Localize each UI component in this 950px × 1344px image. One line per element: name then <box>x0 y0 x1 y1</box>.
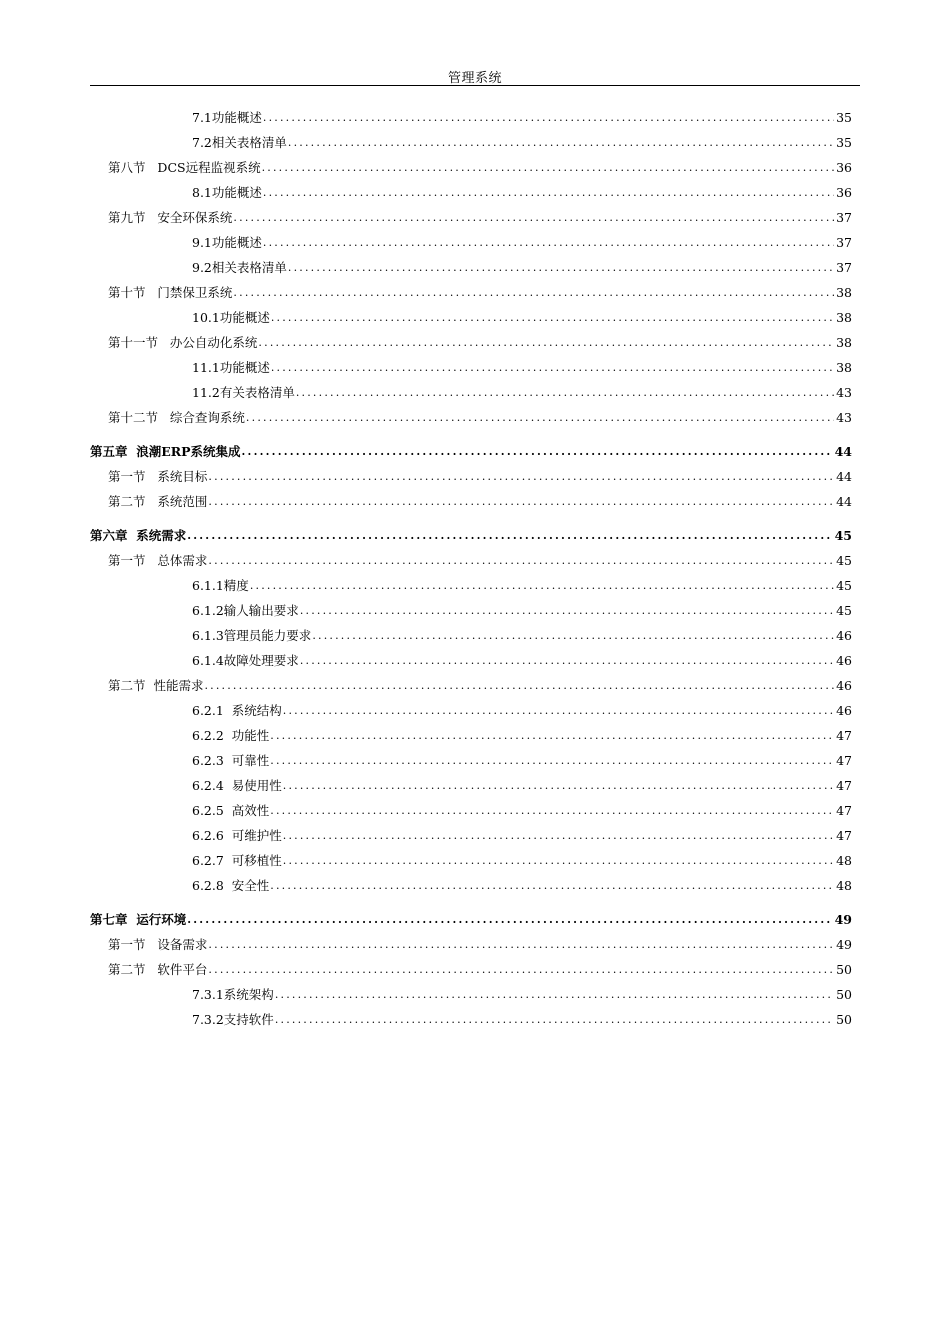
toc-dot-leader <box>283 853 834 869</box>
toc-section-entry[interactable] <box>0 928 950 953</box>
toc-dot-leader <box>270 878 834 894</box>
toc-chapter-entry[interactable] <box>0 894 950 928</box>
toc-entry-label: 9.2相关表格清单 <box>192 260 287 275</box>
toc-page-number: 37 <box>836 235 852 250</box>
toc-dot-leader <box>208 494 834 510</box>
toc-dot-leader <box>208 962 834 978</box>
toc-dot-leader <box>262 160 834 176</box>
toc-subsection-entry[interactable] <box>0 251 950 276</box>
toc-subsection-entry[interactable] <box>0 569 950 594</box>
toc-page-number: 50 <box>836 987 852 1002</box>
toc-dot-leader <box>187 528 832 544</box>
toc-entry-label: 6.2.5 高效性 <box>192 803 270 818</box>
toc-entry-label: 第十二节 综合查询系统 <box>108 410 245 425</box>
toc-subsection-entry[interactable] <box>0 176 950 201</box>
toc-page-number: 48 <box>836 878 852 893</box>
toc-dot-leader <box>275 987 834 1003</box>
toc-chapter-entry[interactable] <box>0 510 950 544</box>
toc-page-number: 35 <box>836 110 852 125</box>
toc-entry-label: 第十一节 办公自动化系统 <box>108 335 258 350</box>
toc-page-number: 38 <box>836 335 852 350</box>
toc-page-number: 44 <box>834 444 852 459</box>
toc-page-number: 49 <box>834 912 852 927</box>
toc-dot-leader <box>270 753 834 769</box>
toc-subsection-entry[interactable] <box>0 301 950 326</box>
toc-entry-label: 第二节 系统范围 <box>108 494 208 509</box>
toc-dot-leader <box>263 110 834 126</box>
toc-page-number: 46 <box>836 628 852 643</box>
toc-page-number: 47 <box>836 828 852 843</box>
toc-page-number: 44 <box>836 494 852 509</box>
header-divider <box>90 85 860 86</box>
toc-page-number: 50 <box>836 1012 852 1027</box>
toc-page-number: 45 <box>836 553 852 568</box>
table-of-contents <box>0 101 950 1028</box>
toc-section-entry[interactable] <box>0 485 950 510</box>
toc-page-number: 38 <box>836 360 852 375</box>
toc-entry-label: 10.1功能概述 <box>192 310 270 325</box>
toc-entry-label: 6.2.3 可靠性 <box>192 753 270 768</box>
toc-entry-label: 第一节 设备需求 <box>108 937 208 952</box>
toc-section-entry[interactable] <box>0 669 950 694</box>
toc-dot-leader <box>271 310 834 326</box>
toc-section-entry[interactable] <box>0 460 950 485</box>
toc-entry-label: 6.2.1 系统结构 <box>192 703 282 718</box>
toc-entry-label: 11.1功能概述 <box>192 360 270 375</box>
toc-entry-label: 第二节 性能需求 <box>108 678 204 693</box>
toc-page-number: 46 <box>836 653 852 668</box>
toc-section-entry[interactable] <box>0 276 950 301</box>
toc-page-number: 37 <box>836 260 852 275</box>
toc-subsection-entry[interactable] <box>0 619 950 644</box>
toc-dot-leader <box>288 135 834 151</box>
toc-dot-leader <box>208 937 834 953</box>
toc-dot-leader <box>275 1012 834 1028</box>
toc-dot-leader <box>296 385 834 401</box>
toc-dot-leader <box>233 285 834 301</box>
toc-section-entry[interactable] <box>0 953 950 978</box>
toc-subsection-entry[interactable] <box>0 126 950 151</box>
toc-subsection-entry[interactable] <box>0 351 950 376</box>
toc-page-number: 38 <box>836 310 852 325</box>
toc-subsection-entry[interactable] <box>0 819 950 844</box>
toc-page-number: 45 <box>834 528 852 543</box>
toc-entry-label: 第七章 运行环境 <box>90 912 187 927</box>
toc-dot-leader <box>283 703 834 719</box>
toc-subsection-entry[interactable] <box>0 769 950 794</box>
toc-page-number: 47 <box>836 803 852 818</box>
toc-entry-label: 6.2.4 易使用性 <box>192 778 282 793</box>
toc-dot-leader <box>204 678 834 694</box>
toc-entry-label: 第二节 软件平台 <box>108 962 208 977</box>
toc-subsection-entry[interactable] <box>0 376 950 401</box>
toc-subsection-entry[interactable] <box>0 794 950 819</box>
toc-page-number: 38 <box>836 285 852 300</box>
toc-entry-label: 6.2.8 安全性 <box>192 878 270 893</box>
toc-page-number: 45 <box>836 603 852 618</box>
toc-page-number: 49 <box>836 937 852 952</box>
toc-section-entry[interactable] <box>0 201 950 226</box>
toc-page-number: 44 <box>836 469 852 484</box>
toc-subsection-entry[interactable] <box>0 719 950 744</box>
toc-entry-label: 第一节 系统目标 <box>108 469 208 484</box>
toc-entry-label: 6.1.1精度 <box>192 578 249 593</box>
toc-dot-leader <box>283 828 834 844</box>
toc-entry-label: 7.1功能概述 <box>192 110 262 125</box>
toc-dot-leader <box>263 185 834 201</box>
toc-page-number: 35 <box>836 135 852 150</box>
toc-entry-label: 8.1功能概述 <box>192 185 262 200</box>
toc-entry-label: 6.1.2输人输出要求 <box>192 603 299 618</box>
toc-subsection-entry[interactable] <box>0 226 950 251</box>
toc-dot-leader <box>288 260 834 276</box>
toc-dot-leader <box>242 444 833 460</box>
toc-dot-leader <box>258 335 834 351</box>
page-header-title: 管理系统 <box>447 71 502 86</box>
toc-subsection-entry[interactable] <box>0 594 950 619</box>
toc-entry-label: 6.2.7 可移植性 <box>192 853 282 868</box>
toc-entry-label: 7.2相关表格清单 <box>192 135 287 150</box>
toc-dot-leader <box>263 235 834 251</box>
toc-entry-label: 第六章 系统需求 <box>90 528 187 543</box>
toc-page-number: 48 <box>836 853 852 868</box>
toc-subsection-entry[interactable] <box>0 694 950 719</box>
toc-subsection-entry[interactable] <box>0 869 950 894</box>
toc-entry-label: 7.3.2支持软件 <box>192 1012 274 1027</box>
toc-entry-label: 6.1.3管理员能力要求 <box>192 628 312 643</box>
toc-page-number: 36 <box>836 185 852 200</box>
toc-entry-label: 6.2.2 功能性 <box>192 728 270 743</box>
toc-page-number: 47 <box>836 778 852 793</box>
toc-subsection-entry[interactable] <box>0 744 950 769</box>
toc-dot-leader <box>283 778 834 794</box>
toc-subsection-entry[interactable] <box>0 844 950 869</box>
toc-subsection-entry[interactable] <box>0 644 950 669</box>
toc-page-number: 43 <box>836 410 852 425</box>
toc-page-number: 37 <box>836 210 852 225</box>
toc-entry-label: 11.2有关表格清单 <box>192 385 295 400</box>
toc-section-entry[interactable] <box>0 326 950 351</box>
toc-page-number: 46 <box>836 703 852 718</box>
toc-subsection-entry[interactable] <box>0 101 950 126</box>
toc-dot-leader <box>250 578 834 594</box>
toc-entry-label: 第八节 DCS远程监视系统 <box>108 160 261 175</box>
toc-page-number: 50 <box>836 962 852 977</box>
toc-page-number: 45 <box>836 578 852 593</box>
toc-entry-label: 第五章 浪潮ERP系统集成 <box>90 444 241 459</box>
toc-dot-leader <box>300 603 834 619</box>
toc-dot-leader <box>208 469 834 485</box>
toc-page-number: 43 <box>836 385 852 400</box>
toc-dot-leader <box>208 553 834 569</box>
toc-dot-leader <box>187 912 832 928</box>
toc-subsection-entry[interactable] <box>0 978 950 1003</box>
toc-dot-leader <box>312 628 834 644</box>
toc-dot-leader <box>246 410 834 426</box>
toc-section-entry[interactable] <box>0 151 950 176</box>
toc-subsection-entry[interactable] <box>0 1003 950 1028</box>
toc-entry-label: 第十节 门禁保卫系统 <box>108 285 233 300</box>
toc-page-number: 36 <box>836 160 852 175</box>
toc-dot-leader <box>300 653 834 669</box>
toc-entry-label: 6.2.6 可维护性 <box>192 828 282 843</box>
toc-section-entry[interactable] <box>0 401 950 426</box>
toc-section-entry[interactable] <box>0 544 950 569</box>
toc-dot-leader <box>271 360 834 376</box>
toc-entry-label: 7.3.1系统架构 <box>192 987 274 1002</box>
toc-dot-leader <box>270 803 834 819</box>
toc-page-number: 47 <box>836 728 852 743</box>
toc-dot-leader <box>270 728 834 744</box>
toc-entry-label: 第一节 总体需求 <box>108 553 208 568</box>
toc-dot-leader <box>233 210 834 226</box>
toc-entry-label: 6.1.4故障处理要求 <box>192 653 299 668</box>
toc-entry-label: 9.1功能概述 <box>192 235 262 250</box>
toc-page-number: 47 <box>836 753 852 768</box>
toc-page-number: 46 <box>836 678 852 693</box>
toc-entry-label: 第九节 安全环保系统 <box>108 210 233 225</box>
toc-chapter-entry[interactable] <box>0 426 950 460</box>
